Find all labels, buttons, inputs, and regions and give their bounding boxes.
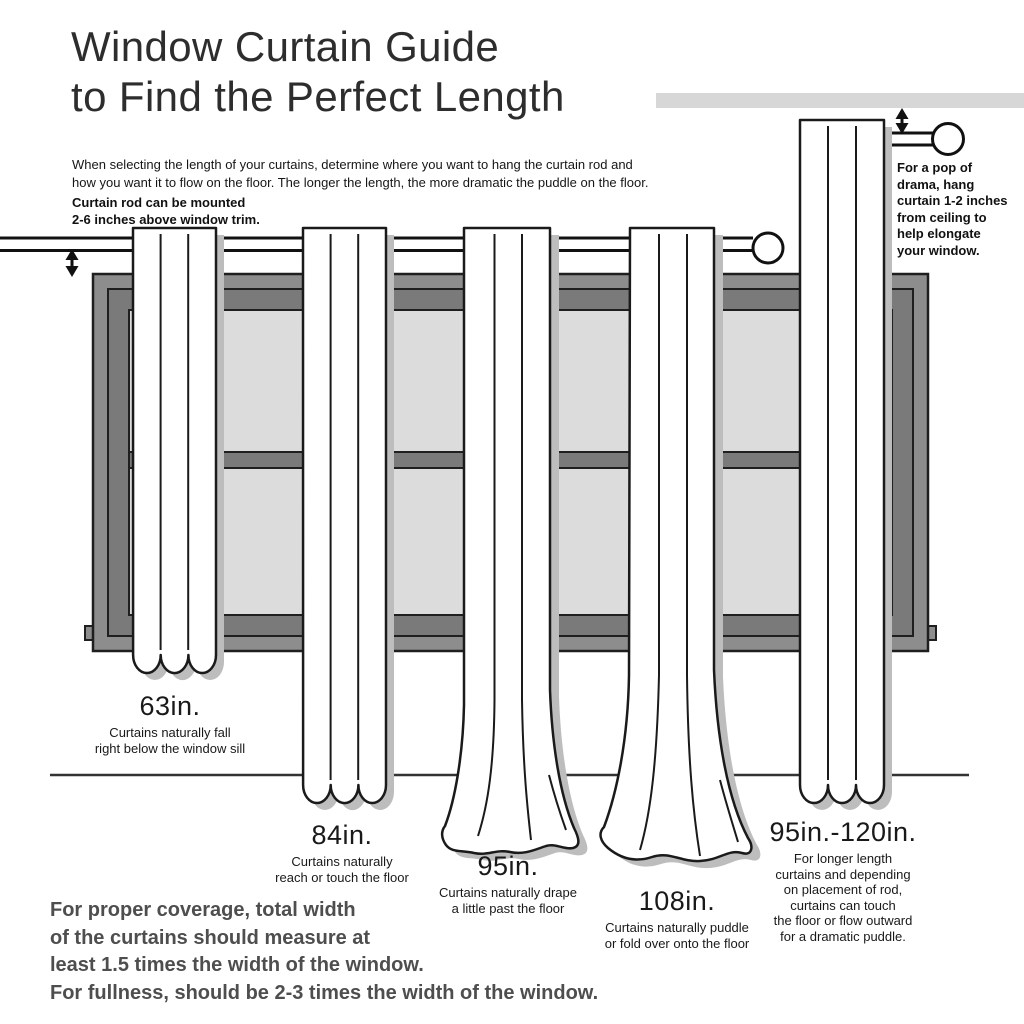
label-95-120in (769, 817, 916, 944)
footer-line: least 1.5 times the width of the window. (50, 954, 424, 976)
length-desc: reach or touch the floor (275, 869, 409, 885)
length-desc: a little past the floor (451, 900, 565, 916)
ceiling-bar (656, 93, 1024, 108)
length-desc: for a dramatic puddle. (780, 928, 906, 944)
length-desc: curtains and depending (775, 866, 911, 882)
note-line: For a pop of (897, 160, 973, 175)
ceiling-hang-note (897, 160, 1022, 259)
length-desc: Curtains naturally (291, 854, 393, 869)
rod-finial-icon (753, 233, 783, 263)
footer-line: of the curtains should measure at (50, 926, 371, 949)
label-84in (275, 820, 409, 885)
length-desc: Curtains naturally drape (438, 885, 578, 900)
title-line: Window Curtain Guide (71, 23, 500, 70)
note-line: from ceiling to (897, 209, 987, 225)
length-value: 95in. (477, 851, 539, 881)
footer-line: For proper coverage, total width (50, 899, 356, 921)
length-desc: Curtains naturally fall (109, 725, 231, 740)
intro-line: When selecting the length of your curtains, determine where you want to hang the curtain rod and (72, 157, 633, 172)
intro-paragraph (72, 156, 648, 191)
length-desc: the floor or flow outward (773, 913, 913, 928)
note-line: 2-6 inches above window trim. (72, 211, 260, 227)
intro-line: how you want it to flow on the floor. The longer the length, the more dramatic the puddle on the floor. (72, 174, 649, 190)
note-line: your window. (897, 242, 980, 258)
length-desc: right below the window sill (94, 740, 246, 756)
length-value: 108in. (638, 886, 716, 916)
note-line: help elongate (897, 226, 981, 241)
double-arrow-icon (896, 108, 909, 134)
page-title (71, 22, 565, 122)
length-desc: or fold over onto the floor (604, 935, 750, 951)
length-desc: on placement of rod, (783, 882, 903, 897)
title-line: to Find the Perfect Length (71, 73, 565, 120)
curtain-63in (133, 228, 216, 673)
curtain-84in (303, 228, 386, 803)
double-arrow-icon (66, 249, 79, 277)
label-108in (605, 886, 750, 951)
rod-mounting-note (72, 195, 260, 228)
note-line: Curtain rod can be mounted (72, 195, 246, 210)
length-desc: curtains can touch (790, 897, 896, 913)
length-desc: Curtains naturally puddle (605, 920, 749, 935)
length-value: 84in. (311, 820, 373, 850)
curtain-95-120in (800, 120, 884, 803)
note-line: drama, hang (897, 176, 975, 192)
footer-line: For fullness, should be 2-3 times the width of the window. (50, 981, 599, 1004)
note-line: curtain 1-2 inches (897, 193, 1008, 208)
coverage-note (50, 897, 598, 1007)
label-63in (95, 691, 245, 756)
length-value: 95in.-120in. (769, 817, 917, 847)
length-value: 63in. (139, 691, 201, 721)
length-desc: For longer length (793, 851, 893, 866)
rod-finial-icon (933, 124, 964, 155)
